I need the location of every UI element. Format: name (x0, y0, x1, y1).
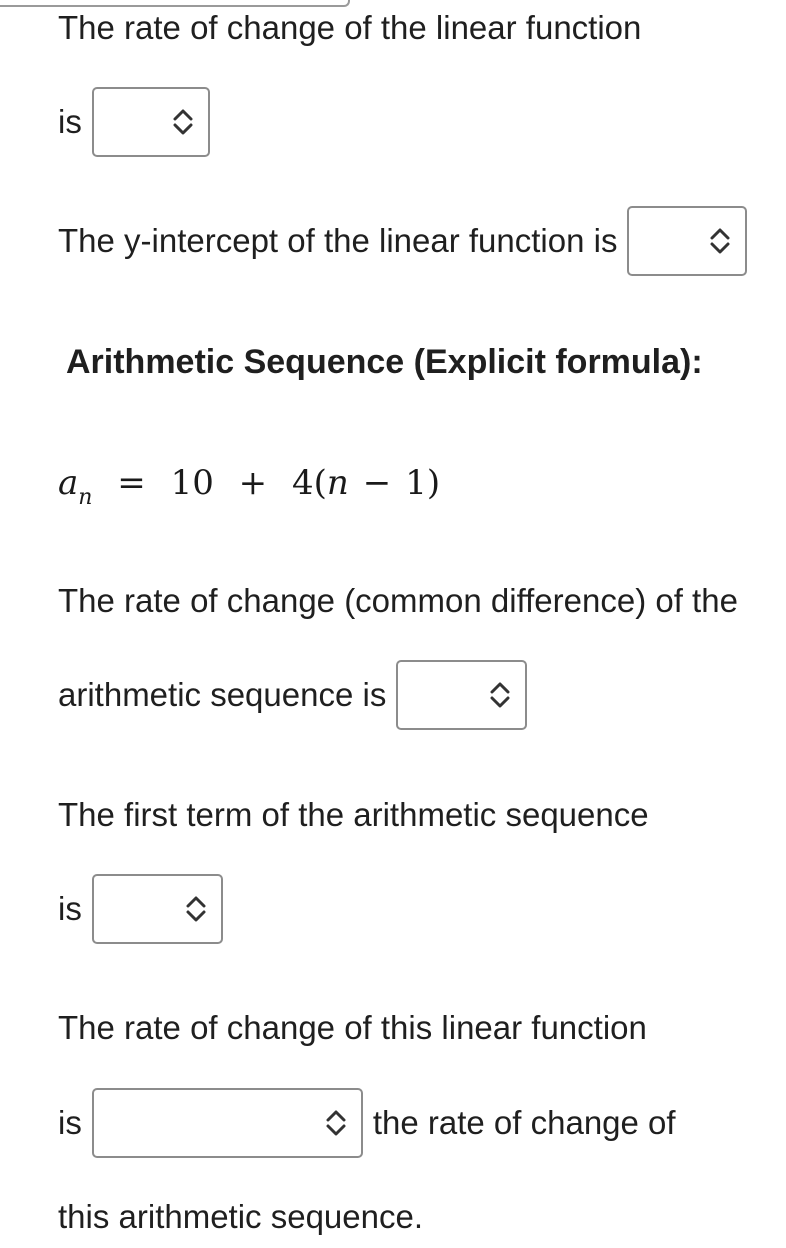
q5-text-after-select: the rate of change of (372, 1104, 676, 1141)
explicit-formula (58, 458, 440, 513)
q4-text-is: is (58, 890, 82, 927)
formula-subscript: n (78, 485, 93, 510)
q3-text-line1: The rate of change (common difference) of the (58, 582, 738, 619)
first-term-select[interactable] (92, 874, 223, 944)
formula-first-term: 10 (170, 463, 214, 503)
up-down-chevron-icon (709, 226, 731, 256)
formula-a: a (58, 463, 79, 503)
q5-text-last: this arithmetic sequence. (58, 1198, 424, 1235)
q1-text-is: is (58, 103, 82, 140)
q3-text-line2: arithmetic sequence is (58, 676, 387, 713)
section-heading: Arithmetic Sequence (Explicit formula): (66, 343, 703, 381)
q2-text: The y-intercept of the linear function is (58, 222, 618, 259)
up-down-chevron-icon (325, 1108, 347, 1138)
formula-equals: = (117, 463, 146, 503)
q4-text-line1: The first term of the arithmetic sequence (58, 796, 649, 833)
up-down-chevron-icon (185, 894, 207, 924)
formula-minus: − (362, 463, 392, 503)
formula-plus: + (238, 463, 268, 503)
formula-close-paren: ) (426, 463, 441, 503)
y-intercept-select[interactable] (627, 206, 747, 276)
q1-row (58, 87, 210, 157)
q2-row (58, 206, 747, 276)
previous-panel-edge (0, 0, 350, 7)
formula-difference: 4 (291, 463, 314, 503)
formula-open-paren: ( (313, 463, 327, 503)
q5-text-line1: The rate of change of this linear function (58, 1009, 647, 1046)
q5-row (58, 1088, 676, 1158)
q4-row (58, 874, 223, 944)
rate-of-change-linear-select[interactable] (92, 87, 210, 157)
q5-text-is: is (58, 1104, 82, 1141)
q3-row (58, 660, 527, 730)
formula-n: n (326, 463, 349, 503)
common-difference-select[interactable] (396, 660, 527, 730)
up-down-chevron-icon (172, 107, 194, 137)
formula-one: 1 (405, 463, 427, 503)
q1-text-line1: The rate of change of the linear function (58, 9, 642, 46)
up-down-chevron-icon (489, 680, 511, 710)
comparison-select[interactable] (92, 1088, 363, 1158)
